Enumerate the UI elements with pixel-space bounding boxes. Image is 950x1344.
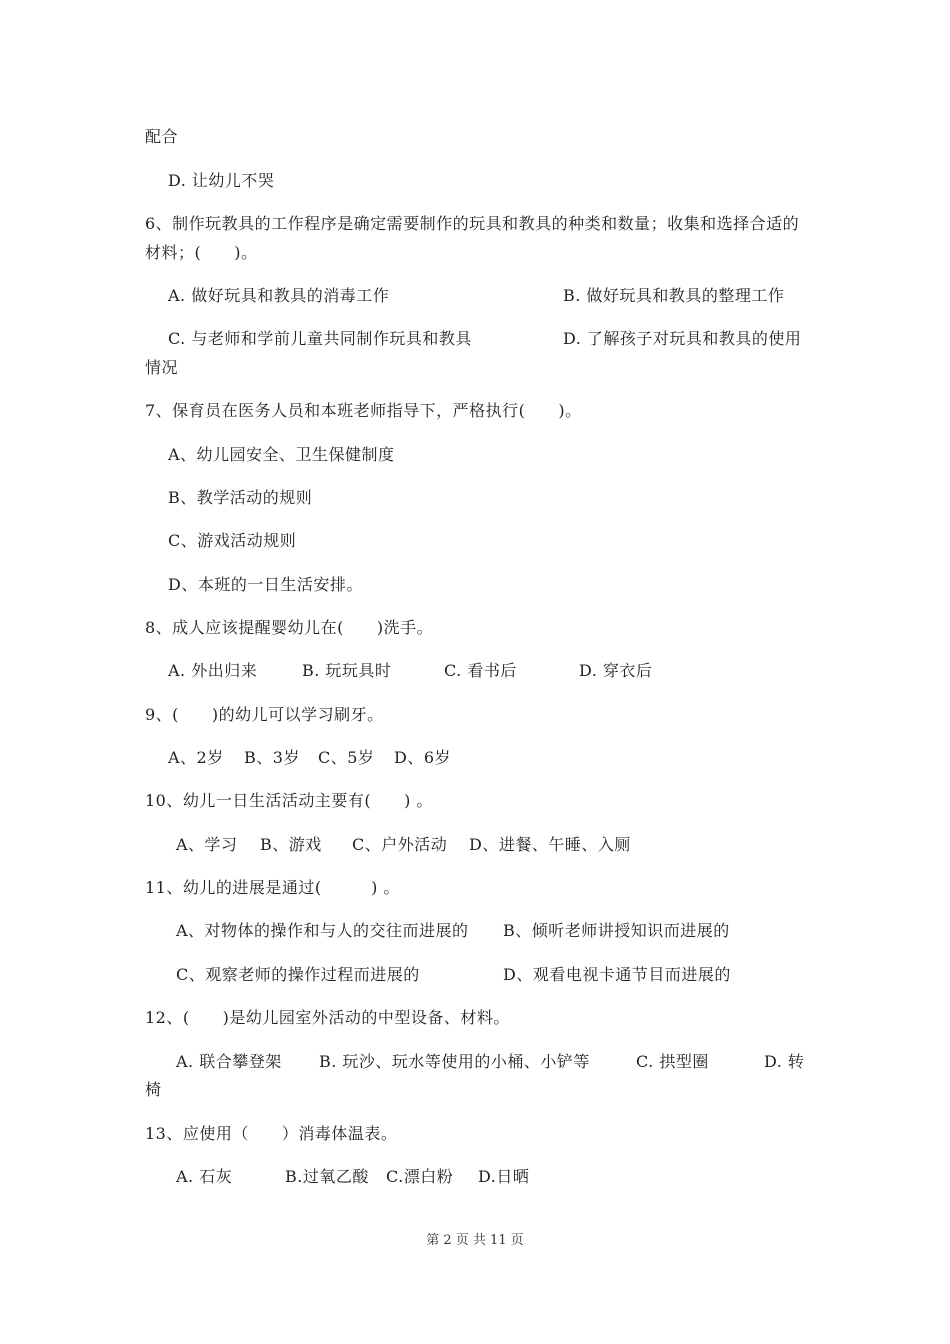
q7-stem: 7、保育员在医务人员和本班老师指导下，严格执行( )。 [145, 401, 582, 420]
q10-option-b: B、游戏 [260, 835, 322, 854]
q7-option-b: B、教学活动的规则 [168, 488, 313, 507]
q13-option-a: A. 石灰 [176, 1167, 233, 1186]
q9-option-c: C、5岁 [318, 748, 375, 767]
q6-option-d: D. 了解孩子对玩具和教具的使用 [563, 329, 802, 348]
q12-option-c: C. 拱型圈 [636, 1052, 709, 1071]
q8-stem: 8、成人应该提醒婴幼儿在( )洗手。 [145, 618, 434, 637]
q6-option-b: B. 做好玩具和教具的整理工作 [563, 286, 785, 305]
q13-option-d: D.日晒 [478, 1167, 530, 1186]
q13-option-c: C.漂白粉 [386, 1167, 454, 1186]
q13-stem: 13、应使用（ ）消毒体温表。 [145, 1124, 398, 1143]
q10-option-c: C、户外活动 [352, 835, 448, 854]
q9-stem: 9、( )的幼儿可以学习刷牙。 [145, 705, 384, 724]
q6-option-c: C. 与老师和学前儿童共同制作玩具和教具 [168, 329, 472, 348]
q12-stem: 12、( )是幼儿园室外活动的中型设备、材料。 [145, 1008, 510, 1027]
q6-option-a: A. 做好玩具和教具的消毒工作 [168, 286, 390, 305]
q13-option-b: B.过氧乙酸 [285, 1167, 369, 1186]
q7-option-d: D、本班的一日生活安排。 [168, 575, 363, 594]
q9-option-a: A、2岁 [168, 748, 224, 767]
q7-option-a: A、幼儿园安全、卫生保健制度 [168, 445, 395, 464]
q5-continuation: 配合 [145, 127, 179, 146]
q9-option-b: B、3岁 [244, 748, 300, 767]
q12-option-b: B. 玩沙、玩水等使用的小桶、小铲等 [319, 1052, 590, 1071]
q8-option-d: D. 穿衣后 [579, 661, 653, 680]
page-number-footer: 第 2 页 共 11 页 [426, 1233, 524, 1248]
q10-option-a: A、学习 [176, 835, 238, 854]
q8-option-a: A. 外出归来 [168, 661, 258, 680]
q11-stem: 11、幼儿的进展是通过( ) 。 [145, 878, 400, 897]
q8-option-c: C. 看书后 [444, 661, 517, 680]
q6-option-d-cont: 情况 [145, 358, 179, 377]
q11-option-d: D、观看电视卡通节目而进展的 [503, 965, 731, 984]
q7-option-c: C、游戏活动规则 [168, 531, 297, 550]
q6-stem-cont: 材料；( )。 [145, 243, 258, 262]
q12-option-d-cont: 椅 [145, 1080, 162, 1099]
q5-option-d: D. 让幼儿不哭 [168, 171, 275, 190]
q11-option-a: A、对物体的操作和与人的交往而进展的 [176, 921, 469, 940]
q10-stem: 10、幼儿一日生活活动主要有( ) 。 [145, 791, 433, 810]
q12-option-d: D. 转 [764, 1052, 805, 1071]
q10-option-d: D、进餐、午睡、入厕 [469, 835, 631, 854]
q6-stem: 6、制作玩教具的工作程序是确定需要制作的玩具和教具的种类和数量；收集和选择合适的 [145, 214, 800, 233]
q12-option-a: A. 联合攀登架 [176, 1052, 282, 1071]
q9-option-d: D、6岁 [394, 748, 452, 767]
q11-option-c: C、观察老师的操作过程而进展的 [176, 965, 420, 984]
q8-option-b: B. 玩玩具时 [302, 661, 392, 680]
q11-option-b: B、倾听老师讲授知识而进展的 [503, 921, 730, 940]
